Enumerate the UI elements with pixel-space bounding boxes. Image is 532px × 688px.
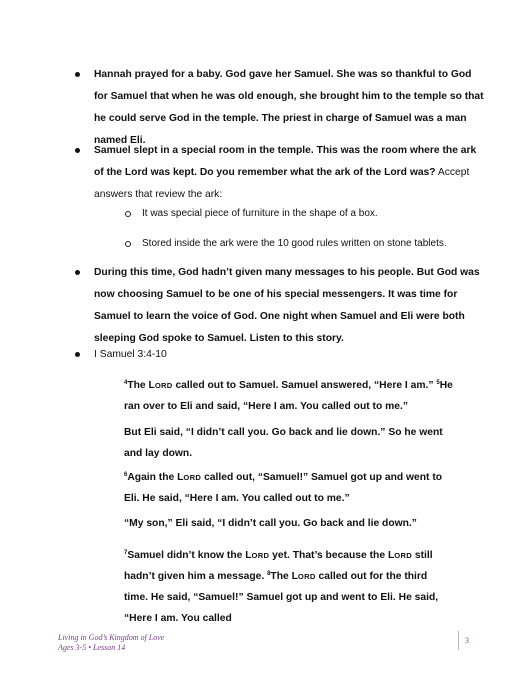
footer-subtitle: Ages 3-5 • Lesson 14 <box>58 643 126 652</box>
bullet-bold-text: During this time, God hadn’t given many messages to his people. But God was now choosing Samuel to be one of his special messengers. It was time for Samuel to learn the voice of God. One night when Samuel and Eli were both sleeping God spoke to Samuel. Listen to this story. <box>94 267 480 344</box>
scripture-paragraph-3 <box>124 467 454 509</box>
scripture-text: yet. That’s because the <box>269 550 388 561</box>
scripture-paragraph-5 <box>124 545 454 629</box>
scripture-text: still hadn’t given him a message. <box>124 550 433 582</box>
scripture-text: called out for the third time. He said, “Samuel!” Samuel got up and went to Eli. He said, “Here I am. You called <box>124 571 439 624</box>
scripture-text: Again the <box>127 472 178 483</box>
lord-initial: L <box>177 472 184 483</box>
scripture-text: called out, “Samuel!” Samuel got up and went to Eli. He said, “Here I am. You called out to me.” <box>124 472 443 504</box>
circle-bullet-icon <box>125 241 131 247</box>
lord-small-caps <box>388 550 412 561</box>
lord-small-caps <box>149 380 173 391</box>
bullet-normal-text: Accept answers that review the ark: <box>94 167 470 200</box>
lord-rest: ORD <box>394 551 413 560</box>
footer-title: Living in God’s Kingdom of Love <box>58 633 165 642</box>
bullet-item-hannah <box>94 64 486 152</box>
lord-initial: L <box>291 571 298 582</box>
bullet-bold-text: Hannah prayed for a baby. God gave her Samuel. She was so thankful to God for Samuel that when he was old enough, she brought him to the temple so that he could serve God in the temple. The priest in charge of Samuel was a man named Eli. <box>94 69 484 146</box>
bullet-dot <box>75 352 80 357</box>
page-number: 3 <box>465 636 469 645</box>
sub-bullet-text: It was special piece of furniture in the shape of a box. <box>142 208 378 219</box>
scripture-text: He ran over to Eli and said, “Here I am. You called out to me.” <box>124 380 453 412</box>
lord-rest: ORD <box>183 473 202 482</box>
bullet-item-samuel-room <box>94 140 486 206</box>
verse-number: 6 <box>124 472 128 478</box>
scripture-text: But Eli said, “I didn’t call you. Go back and lie down.” So he went and lay down. <box>124 427 443 459</box>
bullet-dot <box>75 148 80 153</box>
lord-initial: L <box>387 550 395 561</box>
scripture-text: The <box>127 380 149 391</box>
lord-rest: ORD <box>154 381 173 390</box>
sub-bullet-ark-box <box>142 204 492 224</box>
bullet-item-scripture-ref <box>94 344 486 366</box>
scripture-paragraph-2 <box>124 422 454 464</box>
scripture-paragraph-4 <box>124 513 454 534</box>
lord-rest: ORD <box>251 551 270 560</box>
lord-small-caps <box>245 550 269 561</box>
scripture-text: “My son,” Eli said, “I didn’t call you. Go back and lie down.” <box>124 518 417 529</box>
sub-bullet-ark-tablets <box>142 234 492 254</box>
scripture-text: The <box>270 571 292 582</box>
verse-number: 5 <box>436 380 440 386</box>
lord-rest: ORD <box>297 572 316 581</box>
scripture-reference: I Samuel 3:4-10 <box>94 349 167 360</box>
sub-bullet-text: Stored inside the ark were the 10 good rules written on stone tablets. <box>142 238 447 249</box>
bullet-bold-text: Samuel slept in a special room in the temple. This was the room where the ark of the Lord was kept. Do you remember what the ark of the Lord was? <box>94 145 477 178</box>
scripture-text: called out to Samuel. Samuel answered, “Here I am.” <box>172 380 437 391</box>
bullet-dot <box>75 270 80 275</box>
footer-divider <box>458 631 459 650</box>
bullet-dot <box>75 72 80 77</box>
lord-small-caps <box>177 472 201 483</box>
verse-number: 7 <box>124 550 128 556</box>
scripture-paragraph-1 <box>124 375 454 417</box>
scripture-text: Samuel didn’t know the <box>127 550 246 561</box>
verse-number: 8 <box>267 571 271 577</box>
lord-initial: L <box>245 550 252 561</box>
circle-bullet-icon <box>125 211 131 217</box>
lord-initial: L <box>148 380 155 391</box>
lord-small-caps <box>292 571 316 582</box>
bullet-item-messages <box>94 262 486 350</box>
verse-number: 4 <box>124 380 128 386</box>
